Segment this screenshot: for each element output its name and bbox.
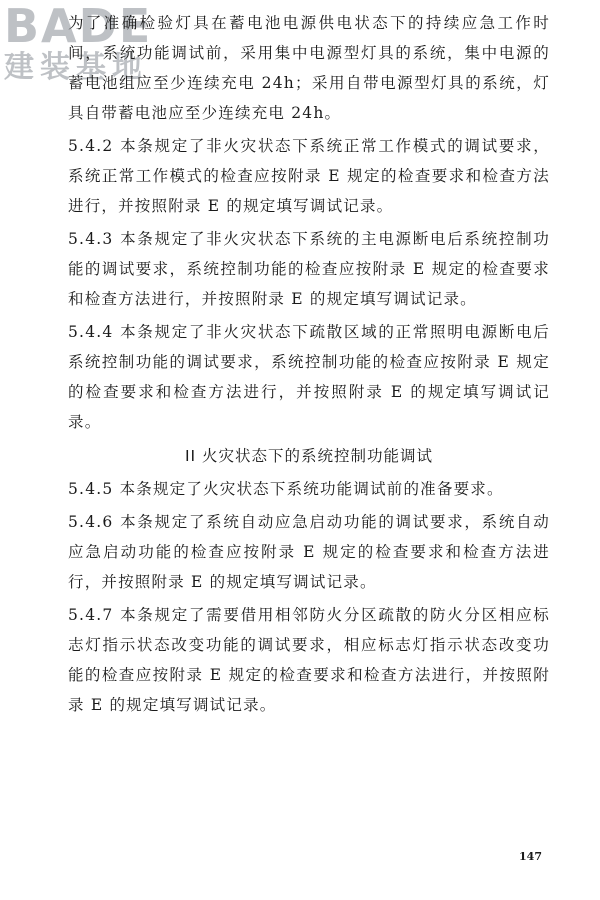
paragraph-5-4-2: 5.4.2 本条规定了非火灾状态下系统正常工作模式的调试要求，系统正常工作模式的检查应按附录 E 规定的检查要求和检查方法进行，并按照附录 E 的规定填写调试记录。 [68,137,550,215]
watermark-latin-text: BADE [4,0,153,53]
page-number: 147 [519,850,542,863]
paragraph-5-4-3: 5.4.3 本条规定了非火灾状态下系统的主电源断电后系统控制功能的调试要求，系统控制功能的检查应按附录 E 规定的检查要求和检查方法进行，并按照附录 E 的规定填写调试记录。 [68,230,550,308]
paragraph-5-4-4: 5.4.4 本条规定了非火灾状态下疏散区域的正常照明电源断电后系统控制功能的调试要求，系统控制功能的检查应按附录 E 规定的检查要求和检查方法进行，并按照附录 E 的规定填写调试记录。 [68,323,550,431]
paragraph-5-4-5: 5.4.5 本条规定了火灾状态下系统功能调试前的准备要求。 [68,480,504,498]
paragraph-5-4-7: 5.4.7 本条规定了需要借用相邻防火分区疏散的防火分区相应标志灯指示状态改变功能的调试要求，相应标志灯指示状态改变功能的检查应按附录 E 规定的检查要求和检查方法进行，并按照附录 E 的规定填写调试记录。 [68,606,550,714]
paragraph-5-4-6: 5.4.6 本条规定了系统自动应急启动功能的调试要求，系统自动应急启动功能的检查应按附录 E 规定的检查要求和检查方法进行，并按照附录 E 的规定填写调试记录。 [68,513,550,591]
document-body [68,8,550,723]
paragraph-intro: 为了准确检验灯具在蓄电池电源供电状态下的持续应急工作时间，系统功能调试前，采用集中电源型灯具的系统，集中电源的蓄电池组应至少连续充电 24h；采用自带电源型灯具的系统，灯具自带蓄电池应至少连续充电 24h。 [68,14,550,122]
watermark-cjk-text: 建装基地 [4,50,148,85]
section-title: II 火灾状态下的系统控制功能调试 [184,447,434,465]
